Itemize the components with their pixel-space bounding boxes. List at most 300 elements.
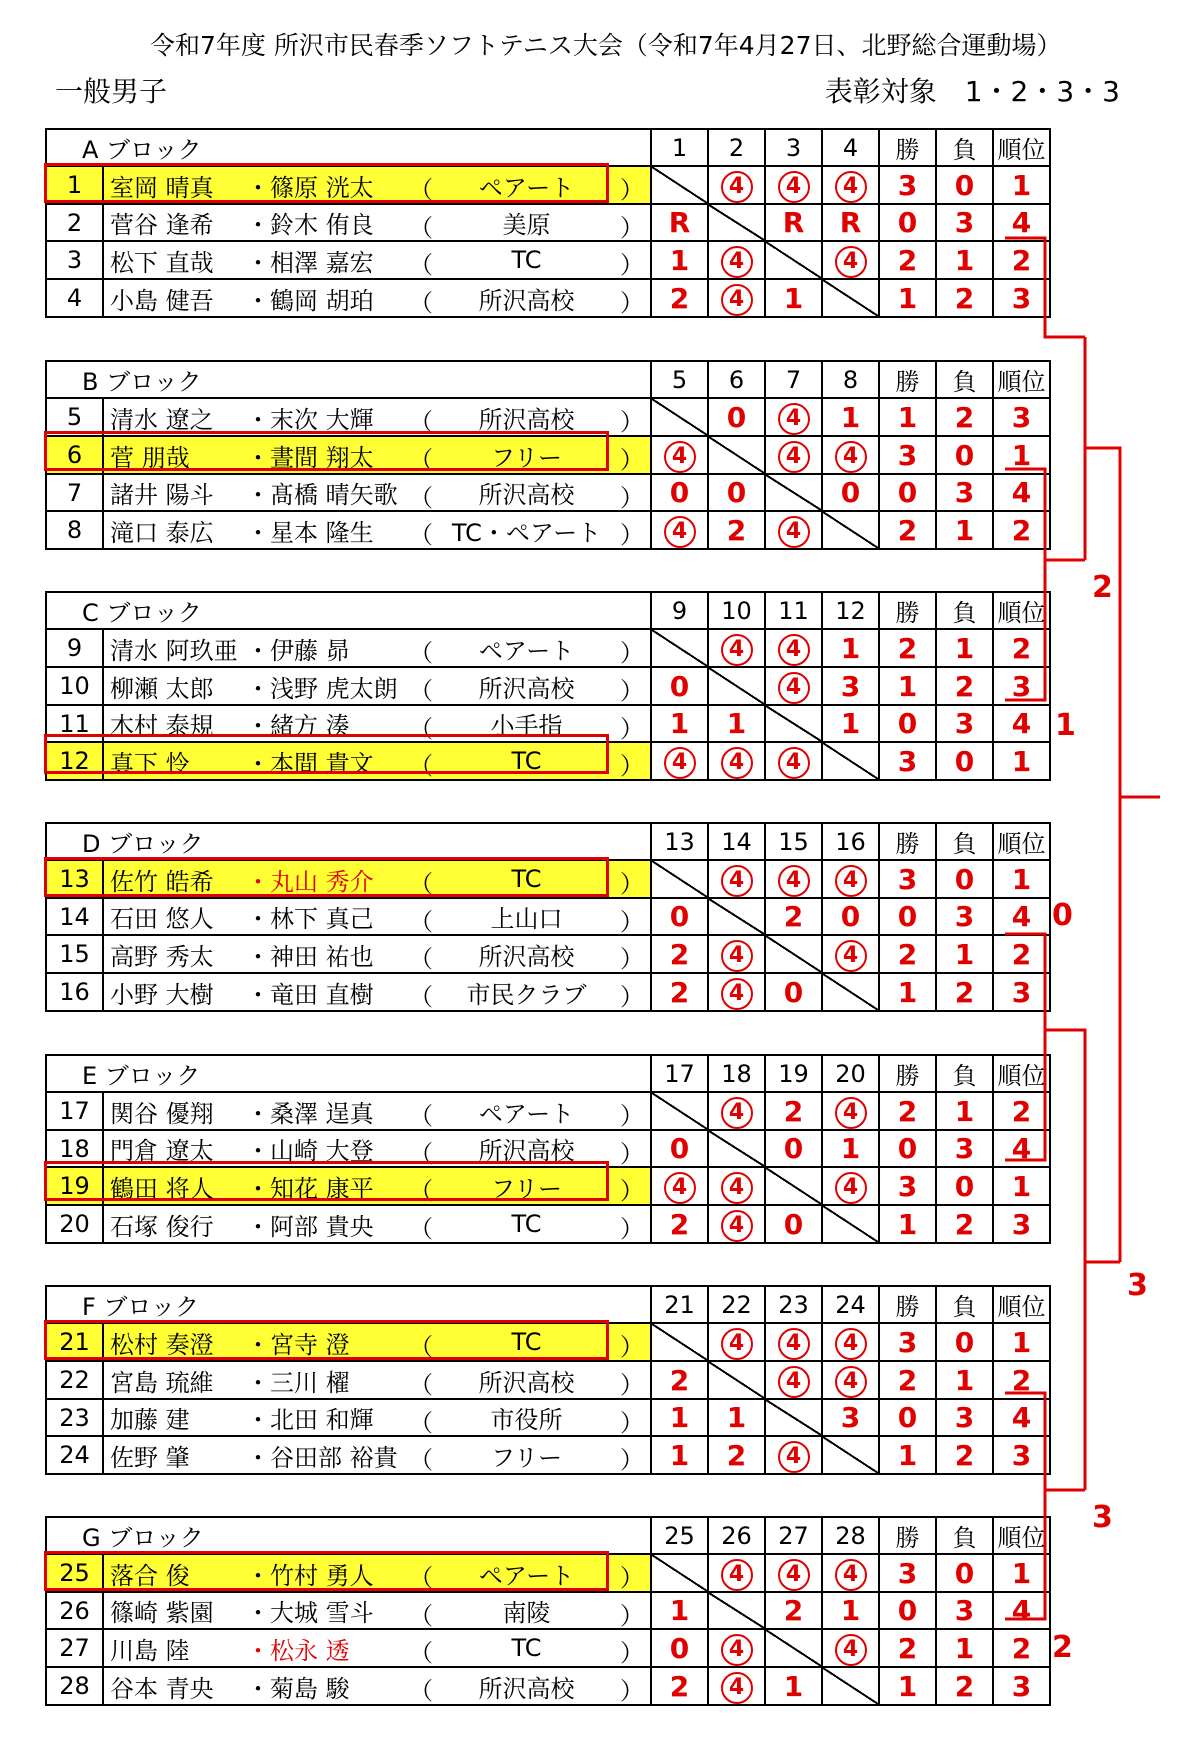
opponent-col-header: 23 — [765, 1286, 822, 1323]
paren-open: （ — [409, 870, 433, 898]
paren-close: ） — [620, 289, 645, 317]
club-name: TC — [511, 1210, 542, 1238]
loss-header: 負 — [936, 361, 993, 398]
match-result: 2 — [651, 973, 708, 1011]
rank: 1 — [993, 1323, 1050, 1361]
win-header: 勝 — [879, 1517, 936, 1554]
paren-close: ） — [620, 176, 645, 204]
player-2: ・相澤 嘉宏 — [246, 248, 374, 277]
club-name: TC — [511, 1328, 542, 1356]
player-2: ・知花 康平 — [246, 1174, 374, 1203]
losses: 0 — [936, 742, 993, 780]
losses: 0 — [936, 166, 993, 204]
losses: 0 — [936, 860, 993, 898]
win-circle-mark: 4 — [835, 940, 867, 972]
losses: 2 — [936, 1205, 993, 1243]
rank-header: 順位 — [993, 592, 1050, 629]
wins: 1 — [879, 667, 936, 705]
paren-open: （ — [409, 677, 433, 705]
player-2: ・晝間 翔太 — [246, 443, 374, 472]
wins: 3 — [879, 1554, 936, 1592]
loss-header: 負 — [936, 592, 993, 629]
losses: 2 — [936, 1436, 993, 1474]
rank: 3 — [993, 1205, 1050, 1243]
wins: 1 — [879, 279, 936, 317]
win-circle-mark: 4 — [721, 978, 753, 1010]
opponent-col-header: 11 — [765, 592, 822, 629]
win-circle-mark: 4 — [664, 747, 696, 779]
player-2: ・松永 透 — [246, 1636, 350, 1665]
player-2: ・浅野 虎太朗 — [246, 674, 398, 703]
win-circle-mark: 4 — [835, 246, 867, 278]
player-1: 篠崎 紫園 — [110, 1599, 214, 1627]
losses: 1 — [936, 1361, 993, 1399]
player-1: 落合 俊 — [110, 1561, 190, 1590]
paren-open: （ — [409, 1409, 433, 1436]
win-circle-mark: 4 — [778, 516, 810, 548]
paren-close: ） — [620, 521, 645, 549]
pair-number: 9 — [46, 629, 103, 667]
losses: 0 — [936, 1323, 993, 1361]
opponent-col-header: 8 — [822, 361, 879, 398]
pair-number: 8 — [46, 511, 103, 549]
paren-open: （ — [409, 1602, 433, 1629]
paren-close: ） — [620, 1333, 645, 1361]
win-header: 勝 — [879, 361, 936, 398]
match-result: 1 — [822, 398, 879, 436]
win-circle-mark: 4 — [778, 1559, 810, 1591]
block-name: B ブロック — [46, 361, 651, 398]
loss-header: 負 — [936, 823, 993, 860]
paren-open: （ — [409, 1140, 433, 1167]
opponent-col-header: 25 — [651, 1517, 708, 1554]
match-result: 2 — [765, 898, 822, 935]
block-name: A ブロック — [46, 129, 651, 166]
match-result: 0 — [765, 973, 822, 1011]
player-2: ・末次 大輝 — [246, 405, 374, 434]
paren-open: （ — [409, 752, 433, 780]
pair-number: 4 — [46, 279, 103, 317]
win-circle-mark: 4 — [835, 1097, 867, 1129]
pair-number: 20 — [46, 1205, 103, 1243]
rank: 4 — [993, 1592, 1050, 1629]
match-result: 2 — [651, 1667, 708, 1705]
player-1: 関谷 優翔 — [110, 1099, 214, 1128]
match-result: 1 — [822, 629, 879, 667]
player-2: ・神田 祐也 — [246, 942, 374, 971]
paren-close: ） — [620, 214, 645, 241]
rank: 3 — [993, 973, 1050, 1011]
match-result: 2 — [765, 1592, 822, 1629]
rank: 4 — [993, 898, 1050, 935]
losses: 2 — [936, 973, 993, 1011]
player-2: ・竹村 勇人 — [246, 1561, 374, 1590]
pair-number: 17 — [46, 1092, 103, 1130]
player-2: ・山崎 大登 — [246, 1137, 374, 1165]
opponent-col-header: 3 — [765, 129, 822, 166]
wins: 0 — [879, 474, 936, 511]
bracket-line-top — [1085, 448, 1160, 797]
wins: 1 — [879, 1436, 936, 1474]
rank: 1 — [993, 436, 1050, 474]
match-result: 1 — [765, 279, 822, 317]
match-result: 3 — [822, 1399, 879, 1436]
loss-header: 負 — [936, 129, 993, 166]
club-name: TC — [511, 246, 542, 274]
player-1: 佐野 肇 — [110, 1443, 190, 1472]
paren-close: ） — [620, 908, 645, 935]
opponent-col-header: 18 — [708, 1055, 765, 1092]
player-2: ・髙橋 晴矢歌 — [246, 481, 398, 509]
losses: 1 — [936, 1092, 993, 1130]
losses: 3 — [936, 1130, 993, 1167]
player-1: 谷本 青央 — [110, 1674, 214, 1703]
bracket-line-c — [1005, 469, 1045, 700]
player-2: ・緒方 湊 — [246, 712, 350, 740]
rank: 1 — [993, 742, 1050, 780]
losses: 0 — [936, 1167, 993, 1205]
pair-number: 23 — [46, 1399, 103, 1436]
win-circle-mark: 4 — [778, 441, 810, 473]
match-result: 1 — [708, 705, 765, 742]
club-name: TC — [511, 1634, 542, 1662]
match-result: 1 — [651, 1436, 708, 1474]
player-2: ・篠原 洸太 — [246, 173, 374, 202]
wins: 1 — [879, 1205, 936, 1243]
awards-label: 表彰対象 1・2・3・3 — [824, 75, 1120, 108]
club-name: 市民クラブ — [466, 980, 587, 1009]
opponent-col-header: 13 — [651, 823, 708, 860]
match-result: 2 — [708, 511, 765, 549]
player-1: 菅 朋哉 — [110, 443, 190, 472]
club-name: ペアート — [478, 1561, 575, 1590]
opponent-col-header: 9 — [651, 592, 708, 629]
paren-close: ） — [620, 446, 645, 474]
win-circle-mark: 4 — [778, 634, 810, 666]
paren-close: ） — [620, 408, 645, 436]
paren-close: ） — [620, 1177, 645, 1205]
page-title: 令和7年度 所沢市民春季ソフトテニス大会（令和7年4月27日、北野総合運動場） — [150, 31, 1062, 60]
club-name: ペアート — [478, 1099, 575, 1128]
match-result: 2 — [708, 1436, 765, 1474]
player-2: ・阿部 貴央 — [246, 1212, 374, 1241]
opponent-col-header: 22 — [708, 1286, 765, 1323]
player-2: ・三川 櫂 — [246, 1368, 350, 1397]
wins: 1 — [879, 1667, 936, 1705]
win-circle-mark: 4 — [835, 1559, 867, 1591]
loss-header: 負 — [936, 1517, 993, 1554]
club-name: TC — [511, 865, 542, 893]
paren-open: （ — [409, 1677, 433, 1705]
win-circle-mark: 4 — [835, 1366, 867, 1398]
opponent-col-header: 10 — [708, 592, 765, 629]
club-name: TC・ペアート — [451, 518, 602, 547]
rank: 3 — [993, 279, 1050, 317]
paren-close: ） — [620, 1446, 645, 1474]
pair-number: 14 — [46, 898, 103, 935]
rank-header: 順位 — [993, 1517, 1050, 1554]
club-name: 所沢高校 — [478, 481, 575, 509]
wins: 3 — [879, 166, 936, 204]
bracket-score-4: 3 — [1127, 1268, 1148, 1303]
player-1: 真下 怜 — [110, 749, 190, 778]
win-circle-mark: 4 — [835, 1172, 867, 1204]
match-result: 0 — [765, 1205, 822, 1243]
opponent-col-header: 7 — [765, 361, 822, 398]
paren-close: ） — [620, 1215, 645, 1243]
opponent-col-header: 24 — [822, 1286, 879, 1323]
pair-number: 22 — [46, 1361, 103, 1399]
win-circle-mark: 4 — [721, 284, 753, 316]
player-1: 佐竹 皓希 — [110, 867, 214, 896]
win-circle-mark: 4 — [835, 1328, 867, 1360]
rank-header: 順位 — [993, 1055, 1050, 1092]
opponent-col-header: 5 — [651, 361, 708, 398]
opponent-col-header: 17 — [651, 1055, 708, 1092]
player-1: 門倉 遼太 — [110, 1137, 214, 1165]
paren-open: （ — [409, 715, 433, 742]
win-header: 勝 — [879, 129, 936, 166]
wins: 3 — [879, 1323, 936, 1361]
win-circle-mark: 4 — [721, 1634, 753, 1666]
paren-open: （ — [409, 408, 433, 436]
bracket-line-g — [1005, 1490, 1045, 1619]
opponent-col-header: 15 — [765, 823, 822, 860]
pair-number: 12 — [46, 742, 103, 780]
club-name: 美原 — [502, 211, 551, 239]
division-label: 一般男子 — [55, 75, 168, 108]
paren-close: ） — [620, 677, 645, 705]
rank: 1 — [993, 860, 1050, 898]
player-1: 鶴田 将人 — [110, 1174, 214, 1203]
pair-number: 10 — [46, 667, 103, 705]
match-result: 3 — [822, 667, 879, 705]
losses: 3 — [936, 1399, 993, 1436]
wins: 2 — [879, 1629, 936, 1667]
match-result: 1 — [765, 1667, 822, 1705]
player-1: 高野 秀太 — [110, 942, 214, 971]
match-result: 0 — [651, 898, 708, 935]
pair-number: 25 — [46, 1554, 103, 1592]
club-name: フリー — [490, 1174, 563, 1203]
win-circle-mark: 4 — [721, 940, 753, 972]
win-circle-mark: 4 — [778, 1366, 810, 1398]
opponent-col-header: 2 — [708, 129, 765, 166]
paren-open: （ — [409, 639, 433, 667]
match-result: 1 — [822, 705, 879, 742]
opponent-col-header: 26 — [708, 1517, 765, 1554]
win-circle-mark: 4 — [778, 672, 810, 704]
pair-number: 28 — [46, 1667, 103, 1705]
player-2: ・本間 貴文 — [246, 749, 374, 778]
win-circle-mark: 4 — [721, 634, 753, 666]
losses: 1 — [936, 935, 993, 973]
wins: 2 — [879, 511, 936, 549]
win-circle-mark: 4 — [721, 1559, 753, 1591]
player-2: ・菊島 駿 — [246, 1674, 350, 1703]
opponent-col-header: 21 — [651, 1286, 708, 1323]
player-1: 清水 阿玖亜 — [110, 636, 238, 665]
player-2: ・鶴岡 胡珀 — [246, 286, 374, 315]
club-name: ペアート — [478, 173, 575, 202]
losses: 2 — [936, 667, 993, 705]
wins: 0 — [879, 1130, 936, 1167]
wins: 0 — [879, 1592, 936, 1629]
match-result: 1 — [651, 1592, 708, 1629]
player-1: 小島 健吾 — [110, 286, 214, 315]
player-1: 宮島 琉維 — [110, 1368, 214, 1397]
player-2: ・伊藤 昴 — [246, 636, 350, 665]
paren-open: （ — [409, 1564, 433, 1592]
match-result: 1 — [822, 1130, 879, 1167]
paren-open: （ — [409, 908, 433, 935]
pair-number: 27 — [46, 1629, 103, 1667]
losses: 3 — [936, 204, 993, 241]
match-result: 1 — [651, 241, 708, 279]
paren-open: （ — [409, 521, 433, 549]
pair-number: 2 — [46, 204, 103, 241]
paren-close: ） — [620, 983, 645, 1011]
wins: 2 — [879, 241, 936, 279]
player-2: ・丸山 秀介 — [246, 867, 374, 896]
player-2: ・大城 雪斗 — [246, 1599, 374, 1627]
paren-open: （ — [409, 1446, 433, 1474]
pair-number: 3 — [46, 241, 103, 279]
club-name: ペアート — [478, 636, 575, 665]
player-1: 川島 陸 — [110, 1636, 190, 1665]
player-1: 諸井 陽斗 — [110, 481, 214, 509]
paren-open: （ — [409, 446, 433, 474]
rank: 1 — [993, 1554, 1050, 1592]
win-circle-mark: 4 — [721, 1328, 753, 1360]
player-1: 石塚 俊行 — [110, 1212, 214, 1241]
rank: 4 — [993, 204, 1050, 241]
block-name: C ブロック — [46, 592, 651, 629]
win-circle-mark: 4 — [778, 1328, 810, 1360]
player-1: 柳瀬 太郎 — [110, 674, 214, 703]
match-result: 1 — [822, 1592, 879, 1629]
win-circle-mark: 4 — [835, 1634, 867, 1666]
rank: 3 — [993, 1436, 1050, 1474]
paren-open: （ — [409, 484, 433, 511]
player-2: ・星本 隆生 — [246, 518, 374, 547]
pair-number: 6 — [46, 436, 103, 474]
losses: 3 — [936, 705, 993, 742]
opponent-col-header: 1 — [651, 129, 708, 166]
paren-close: ） — [620, 1102, 645, 1130]
rank-header: 順位 — [993, 361, 1050, 398]
match-result: 2 — [651, 1361, 708, 1399]
club-name: 南陵 — [502, 1599, 551, 1627]
win-circle-mark: 4 — [721, 246, 753, 278]
paren-close: ） — [620, 752, 645, 780]
opponent-col-header: 28 — [822, 1517, 879, 1554]
win-circle-mark: 4 — [664, 516, 696, 548]
rank: 4 — [993, 474, 1050, 511]
player-2: ・竜田 直樹 — [246, 980, 374, 1009]
paren-close: ） — [620, 484, 645, 511]
paren-close: ） — [620, 870, 645, 898]
wins: 0 — [879, 705, 936, 742]
losses: 1 — [936, 629, 993, 667]
match-result: R — [651, 204, 708, 241]
player-2: ・鈴木 侑良 — [246, 211, 374, 239]
win-circle-mark: 4 — [835, 865, 867, 897]
opponent-col-header: 20 — [822, 1055, 879, 1092]
loss-header: 負 — [936, 1286, 993, 1323]
club-name: 所沢高校 — [478, 286, 575, 315]
win-circle-mark: 4 — [778, 403, 810, 435]
rank: 2 — [993, 1629, 1050, 1667]
club-name: 所沢高校 — [478, 1368, 575, 1397]
match-result: 0 — [765, 1130, 822, 1167]
club-name: 所沢高校 — [478, 674, 575, 703]
win-circle-mark: 4 — [721, 1172, 753, 1204]
match-result: 2 — [651, 1205, 708, 1243]
club-name: 市役所 — [490, 1406, 563, 1434]
rank-header: 順位 — [993, 1286, 1050, 1323]
win-header: 勝 — [879, 823, 936, 860]
rank: 4 — [993, 1130, 1050, 1167]
rank: 3 — [993, 667, 1050, 705]
win-header: 勝 — [879, 592, 936, 629]
losses: 1 — [936, 511, 993, 549]
paren-close: ） — [620, 715, 645, 742]
club-name: 所沢高校 — [478, 405, 575, 434]
pair-number: 11 — [46, 705, 103, 742]
block-name: F ブロック — [46, 1286, 651, 1323]
match-result: 2 — [765, 1092, 822, 1130]
losses: 2 — [936, 1667, 993, 1705]
losses: 1 — [936, 1629, 993, 1667]
player-2: ・北田 和輝 — [246, 1406, 374, 1434]
paren-close: ） — [620, 1639, 645, 1667]
losses: 1 — [936, 241, 993, 279]
club-name: 小手指 — [490, 712, 563, 740]
wins: 0 — [879, 898, 936, 935]
paren-open: （ — [409, 176, 433, 204]
paren-open: （ — [409, 1102, 433, 1130]
opponent-col-header: 16 — [822, 823, 879, 860]
wins: 3 — [879, 860, 936, 898]
club-name: 所沢高校 — [478, 942, 575, 971]
win-circle-mark: 4 — [721, 865, 753, 897]
paren-close: ） — [620, 1409, 645, 1436]
rank-header: 順位 — [993, 129, 1050, 166]
wins: 2 — [879, 1092, 936, 1130]
losses: 0 — [936, 1554, 993, 1592]
player-1: 松村 奏澄 — [110, 1330, 214, 1359]
club-name: フリー — [490, 1443, 563, 1472]
win-circle-mark: 4 — [721, 1097, 753, 1129]
rank: 2 — [993, 935, 1050, 973]
match-result: R — [822, 204, 879, 241]
pair-number: 16 — [46, 973, 103, 1011]
paren-close: ） — [620, 945, 645, 973]
paren-close: ） — [620, 251, 645, 279]
player-2: ・桑澤 逞真 — [246, 1099, 374, 1128]
losses: 3 — [936, 474, 993, 511]
paren-close: ） — [620, 1371, 645, 1399]
wins: 0 — [879, 1399, 936, 1436]
match-result: 0 — [822, 474, 879, 511]
paren-close: ） — [620, 1564, 645, 1592]
opponent-col-header: 4 — [822, 129, 879, 166]
wins: 3 — [879, 742, 936, 780]
bracket-line-d — [1005, 934, 1045, 1160]
rank: 4 — [993, 1399, 1050, 1436]
opponent-col-header: 12 — [822, 592, 879, 629]
